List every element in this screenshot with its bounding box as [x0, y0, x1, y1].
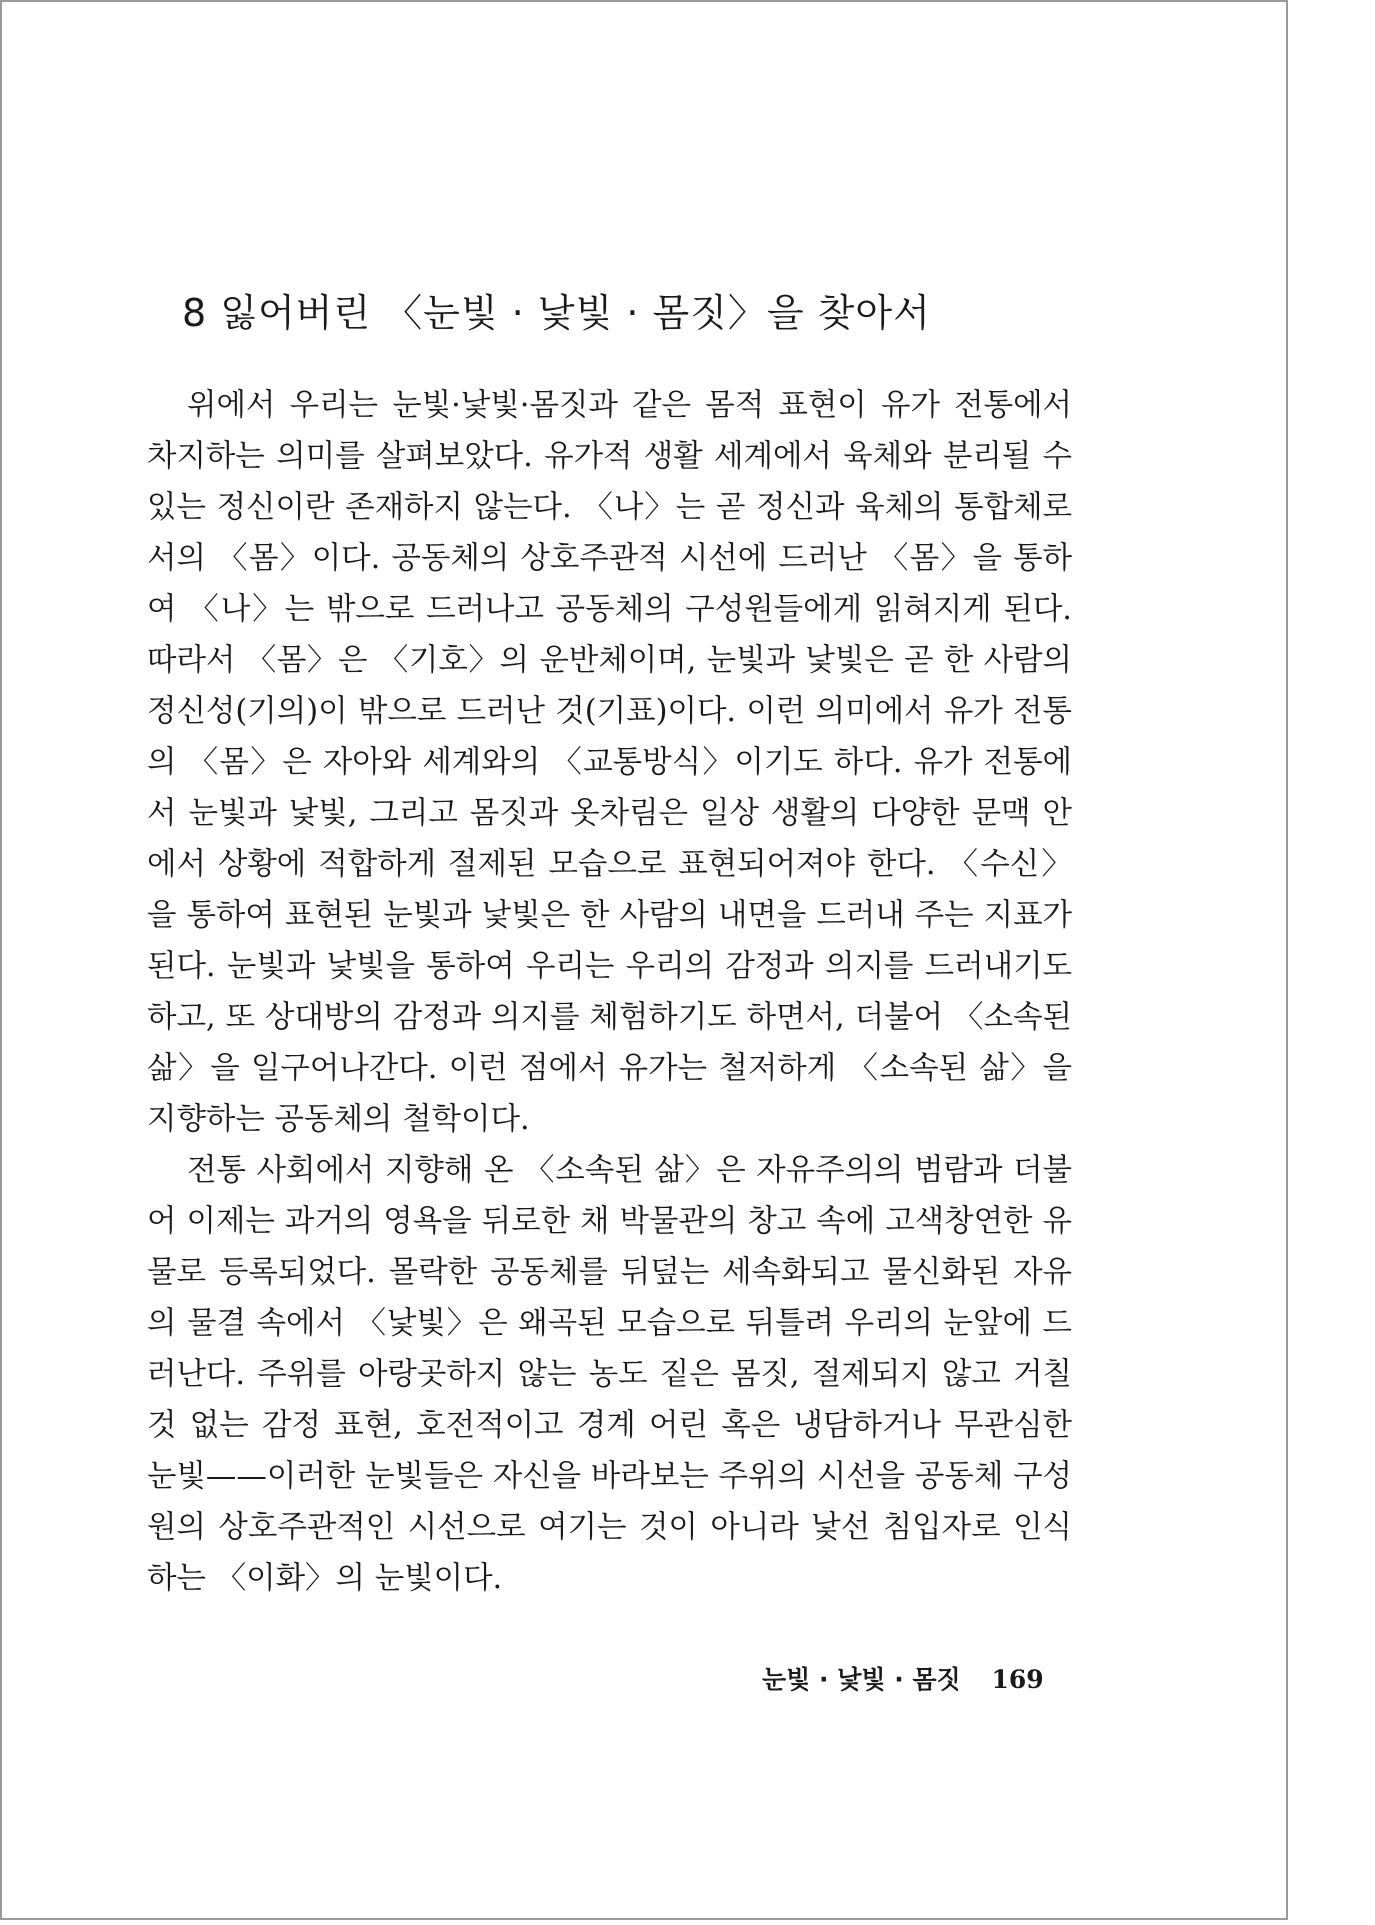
- book-page-edge: [1286, 0, 1375, 1925]
- paragraph-1: 위에서 우리는 눈빛·낯빛·몸짓과 같은 몸적 표현이 유가 전통에서 차지하는 의미를 살펴보았다. 유가적 생활 세계에서 육체와 분리될 수 있는 정신이란 존재하지 않는다. 〈나〉는 곧 정신과 육체의 통합체로서의 〈몸〉이다. 공동체의 상호주관적 시선에 드러난 〈몸〉을 통하여 〈나〉는 밖으로 드러나고 공동체의 구성원들에게 읽혀지게 된다. 따라서 〈몸〉은 〈기호〉의 운반체이며, 눈빛과 낯빛은 곧 한 사람의 정신성(기의)이 밖으로 드러난 것(기표)이다. 이런 의미에서 유가 전통의 〈몸〉은 자아와 세계와의 〈교통방식〉이기도 하다. 유가 전통에서 눈빛과 낯빛, 그리고 몸짓과 옷차림은 일상 생활의 다양한 문맥 안에서 상황에 적합하게 절제된 모습으로 표현되어져야 한다. 〈수신〉을 통하여 표현된 눈빛과 낯빛은 한 사람의 내면을 드러내 주는 지표가 된다. 눈빛과 낯빛을 통하여 우리는 우리의 감정과 의지를 드러내기도 하고, 또 상대방의 감정과 의지를 체험하기도 하면서, 더불어 〈소속된 삶〉을 일구어나간다. 이런 점에서 유가는 철저하게 〈소속된 삶〉을 지향하는 공동체의 철학이다.: [147, 388, 1072, 1137]
- running-title: 눈빛 · 낯빛 · 몸짓: [762, 1665, 961, 1694]
- page-number: 169: [991, 1665, 1044, 1694]
- section-heading: 8 잃어버린 〈눈빛 · 낯빛 · 몸짓〉을 찾아서: [182, 291, 931, 335]
- paragraph-2: 전통 사회에서 지향해 온 〈소속된 삶〉은 자유주의의 범람과 더불어 이제는 과거의 영욕을 뒤로한 채 박물관의 창고 속에 고색창연한 유물로 등록되었다. 몰락한 공동체를 뒤덮는 세속화되고 물신화된 자유의 물결 속에서 〈낯빛〉은 왜곡된 모습으로 뒤틀려 우리의 눈앞에 드러난다. 주위를 아랑곳하지 않는 농도 짙은 몸짓, 절제되지 않고 거칠 것 없는 감정 표현, 호전적이고 경계 어린 혹은 냉담하거나 무관심한 눈빛——이러한 눈빛들은 자신을 바라보는 주위의 시선을 공동체 구성원의 상호주관적인 시선으로 여기는 것이 아니라 낯선 침입자로 인식하는 〈이화〉의 눈빛이다.: [147, 1153, 1072, 1596]
- body-text: [147, 380, 1072, 1604]
- page-footer: [762, 1660, 1044, 1696]
